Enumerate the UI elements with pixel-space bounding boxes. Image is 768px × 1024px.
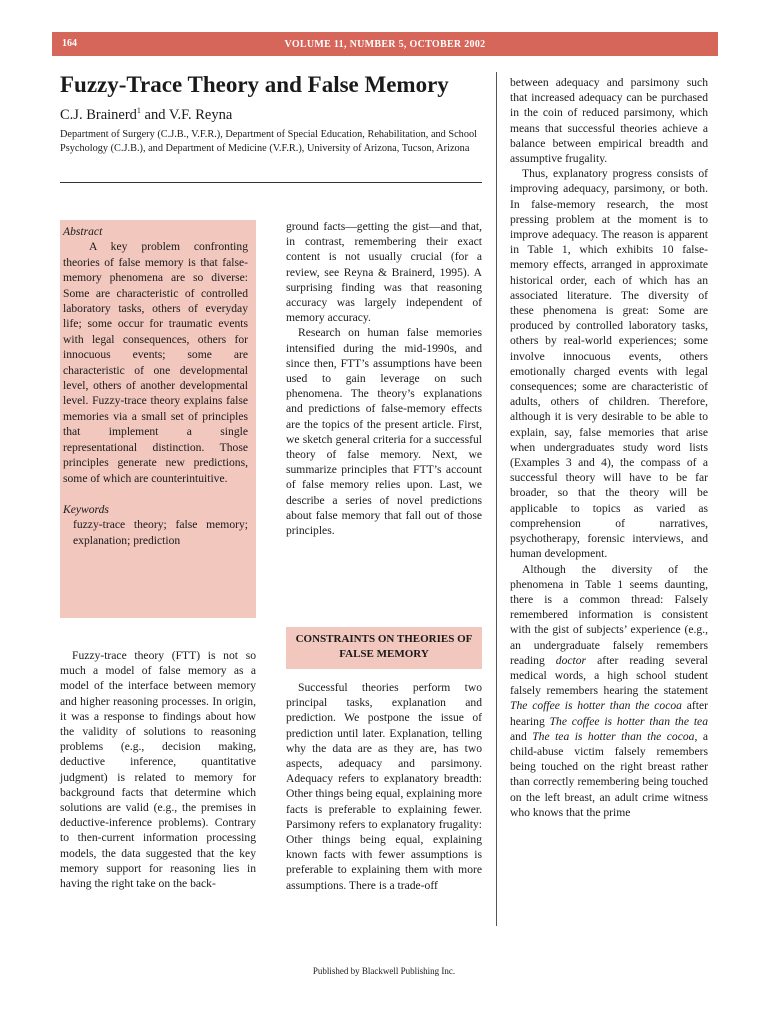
author-footnote-mark: 1	[136, 106, 141, 115]
column-3-body	[510, 75, 708, 820]
column-2-top	[286, 219, 482, 538]
author-second: and V.F. Reyna	[140, 106, 233, 123]
text-run: after reading several medical words, a high school student falsely remembers hearing the statement	[510, 653, 708, 698]
abstract-box	[60, 220, 256, 618]
column-1-body	[60, 648, 256, 891]
text-run: and	[510, 729, 533, 743]
italic-term: The coffee is hotter than the tea	[549, 714, 708, 728]
italic-term: The coffee is hotter than the cocoa	[510, 699, 682, 713]
paragraph: Successful theories perform two principal tasks, explanation and prediction. We postpone the issue of prediction until later. Explanation, telling why the data are as they are, has two aspects, adequacy and parsimony. Adequacy refers to explanatory breadth: Other things being equal, explaining more facts is preferable to explaining fewer. Parsimony refers to explanatory frugality: Other things being equal, explaining known facts with fewer assumptions is preferable to explaining them with more assumptions. There is a trade-off	[286, 681, 482, 892]
abstract-text: A key problem confronting theories of false memory is that false-memory phenomena are so diverse: Some are characteristic of controlled laboratory tasks, others of everyday life; some occur for traumatic events with legal consequences, others for innocuous events; some are characteristic of one developmental level, others of another developmental level. Fuzzy-trace theory explains false memories via a small set of principles that implement a single representational distinction. Those principles generate new predictions, some of which are counterintuitive.	[63, 240, 248, 485]
running-header	[52, 32, 718, 56]
volume-info: VOLUME 11, NUMBER 5, OCTOBER 2002	[284, 39, 486, 50]
authors	[60, 106, 232, 124]
publisher-footer: Published by Blackwell Publishing Inc.	[312, 966, 456, 976]
italic-term: The tea is hotter than the cocoa	[532, 729, 695, 743]
abstract-label: Abstract	[63, 225, 103, 238]
header-divider	[60, 182, 482, 183]
author-first: C.J. Brainerd	[60, 106, 137, 123]
paragraph	[510, 562, 708, 820]
paragraph: ground facts—getting the gist—and that, in contrast, remembering their exact content is not usually crucial (for a review, see Reyna & Brainerd, 1995). A surprising finding was that reasoning accuracy was largely independent of memory accuracy.	[286, 220, 482, 325]
keywords-text: fuzzy-trace theory; false memory; explanation; prediction	[73, 518, 248, 547]
section-heading: CONSTRAINTS ON THEORIES OF FALSE MEMORY	[286, 627, 482, 669]
text-run: , a child-abuse victim falsely remembers being touched on the right breast rather than correctly remembering being touched on the left breast, an adult crime witness who knows that the prime	[510, 729, 708, 819]
italic-term: doctor	[555, 653, 587, 667]
column-2-body	[286, 680, 482, 893]
affiliation: Department of Surgery (C.J.B., V.F.R.), Department of Special Education, Rehabilitation, and School Psychology (C.J.B.), and Department of Medicine (V.F.R.), University of Arizona, Tucson, Arizona	[60, 129, 477, 154]
paragraph: Fuzzy-trace theory (FTT) is not so much a model of false memory as a model of the interface between memory and higher reasoning processes. In origin, it was a response to findings about how the validity of solutions to reasoning problems (e.g., decision making, deductive inference, quantitative judgment) is related to memory for background facts that determine which solutions are valid (e.g., the premises in deductive-inference problems). Contrary to then-current information processing models, the data suggested that the key memory support for reasoning lies in having the right take on the back-	[60, 649, 256, 891]
page-number: 164	[62, 38, 77, 49]
article-title: Fuzzy-Trace Theory and False Memory	[60, 72, 449, 97]
text-run: after hearing	[510, 699, 709, 728]
paragraph: Thus, explanatory progress consists of improving adequacy, parsimony, or both. In false-memory research, the most pressing problem at the moment is to improve adequacy. The reason is apparent in Table 1, which exhibits 10 false-memory effects, arranged in approximate historical order, each of which has an associated literature. The diversity of these phenomena is great: Some are produced by controlled laboratory tasks, others by real-world experiences; some involve innocuous events, others emotionally charged events with legal consequences; some are characteristic of adults, others of children. Therefore, although it is very desirable to be able to explain, say, false memories that arise when undergraduates study word lists (Examples 3 and 4), the compass of a successful theory will have to be far broader, so that the theory will be applicable to topics as varied as comprehension of narratives, psychotherapy, forensic interviews, and human development.	[510, 167, 708, 561]
keywords-label: Keywords	[63, 502, 109, 516]
column-divider	[496, 72, 497, 926]
paragraph: Research on human false memories intensified during the mid-1990s, and since then, FTT’s assumptions have been used to gain leverage on such phenomena. The theory’s explanations and predictions of false-memory effects are the topics of the present article. First, we sketch general criteria for a successful theory of false memory. Next, we summarize principles that FTT’s account of false memory relies upon. Last, we describe a series of novel predictions about false memory that fall out of those principles.	[286, 326, 482, 538]
text-run: Although the diversity of the phenomena in Table 1 seems daunting, there is a common thread: Falsely remembered information is consistent with the gist of subjects’ experience (e.g., an undergraduate falsely remembers reading	[510, 562, 708, 667]
paragraph: between adequacy and parsimony such that increased adequacy can be purchased in the coin of reduced parsimony, which means that successful theories achieve a balance between empirical breadth and assumptive frugality.	[510, 76, 708, 166]
